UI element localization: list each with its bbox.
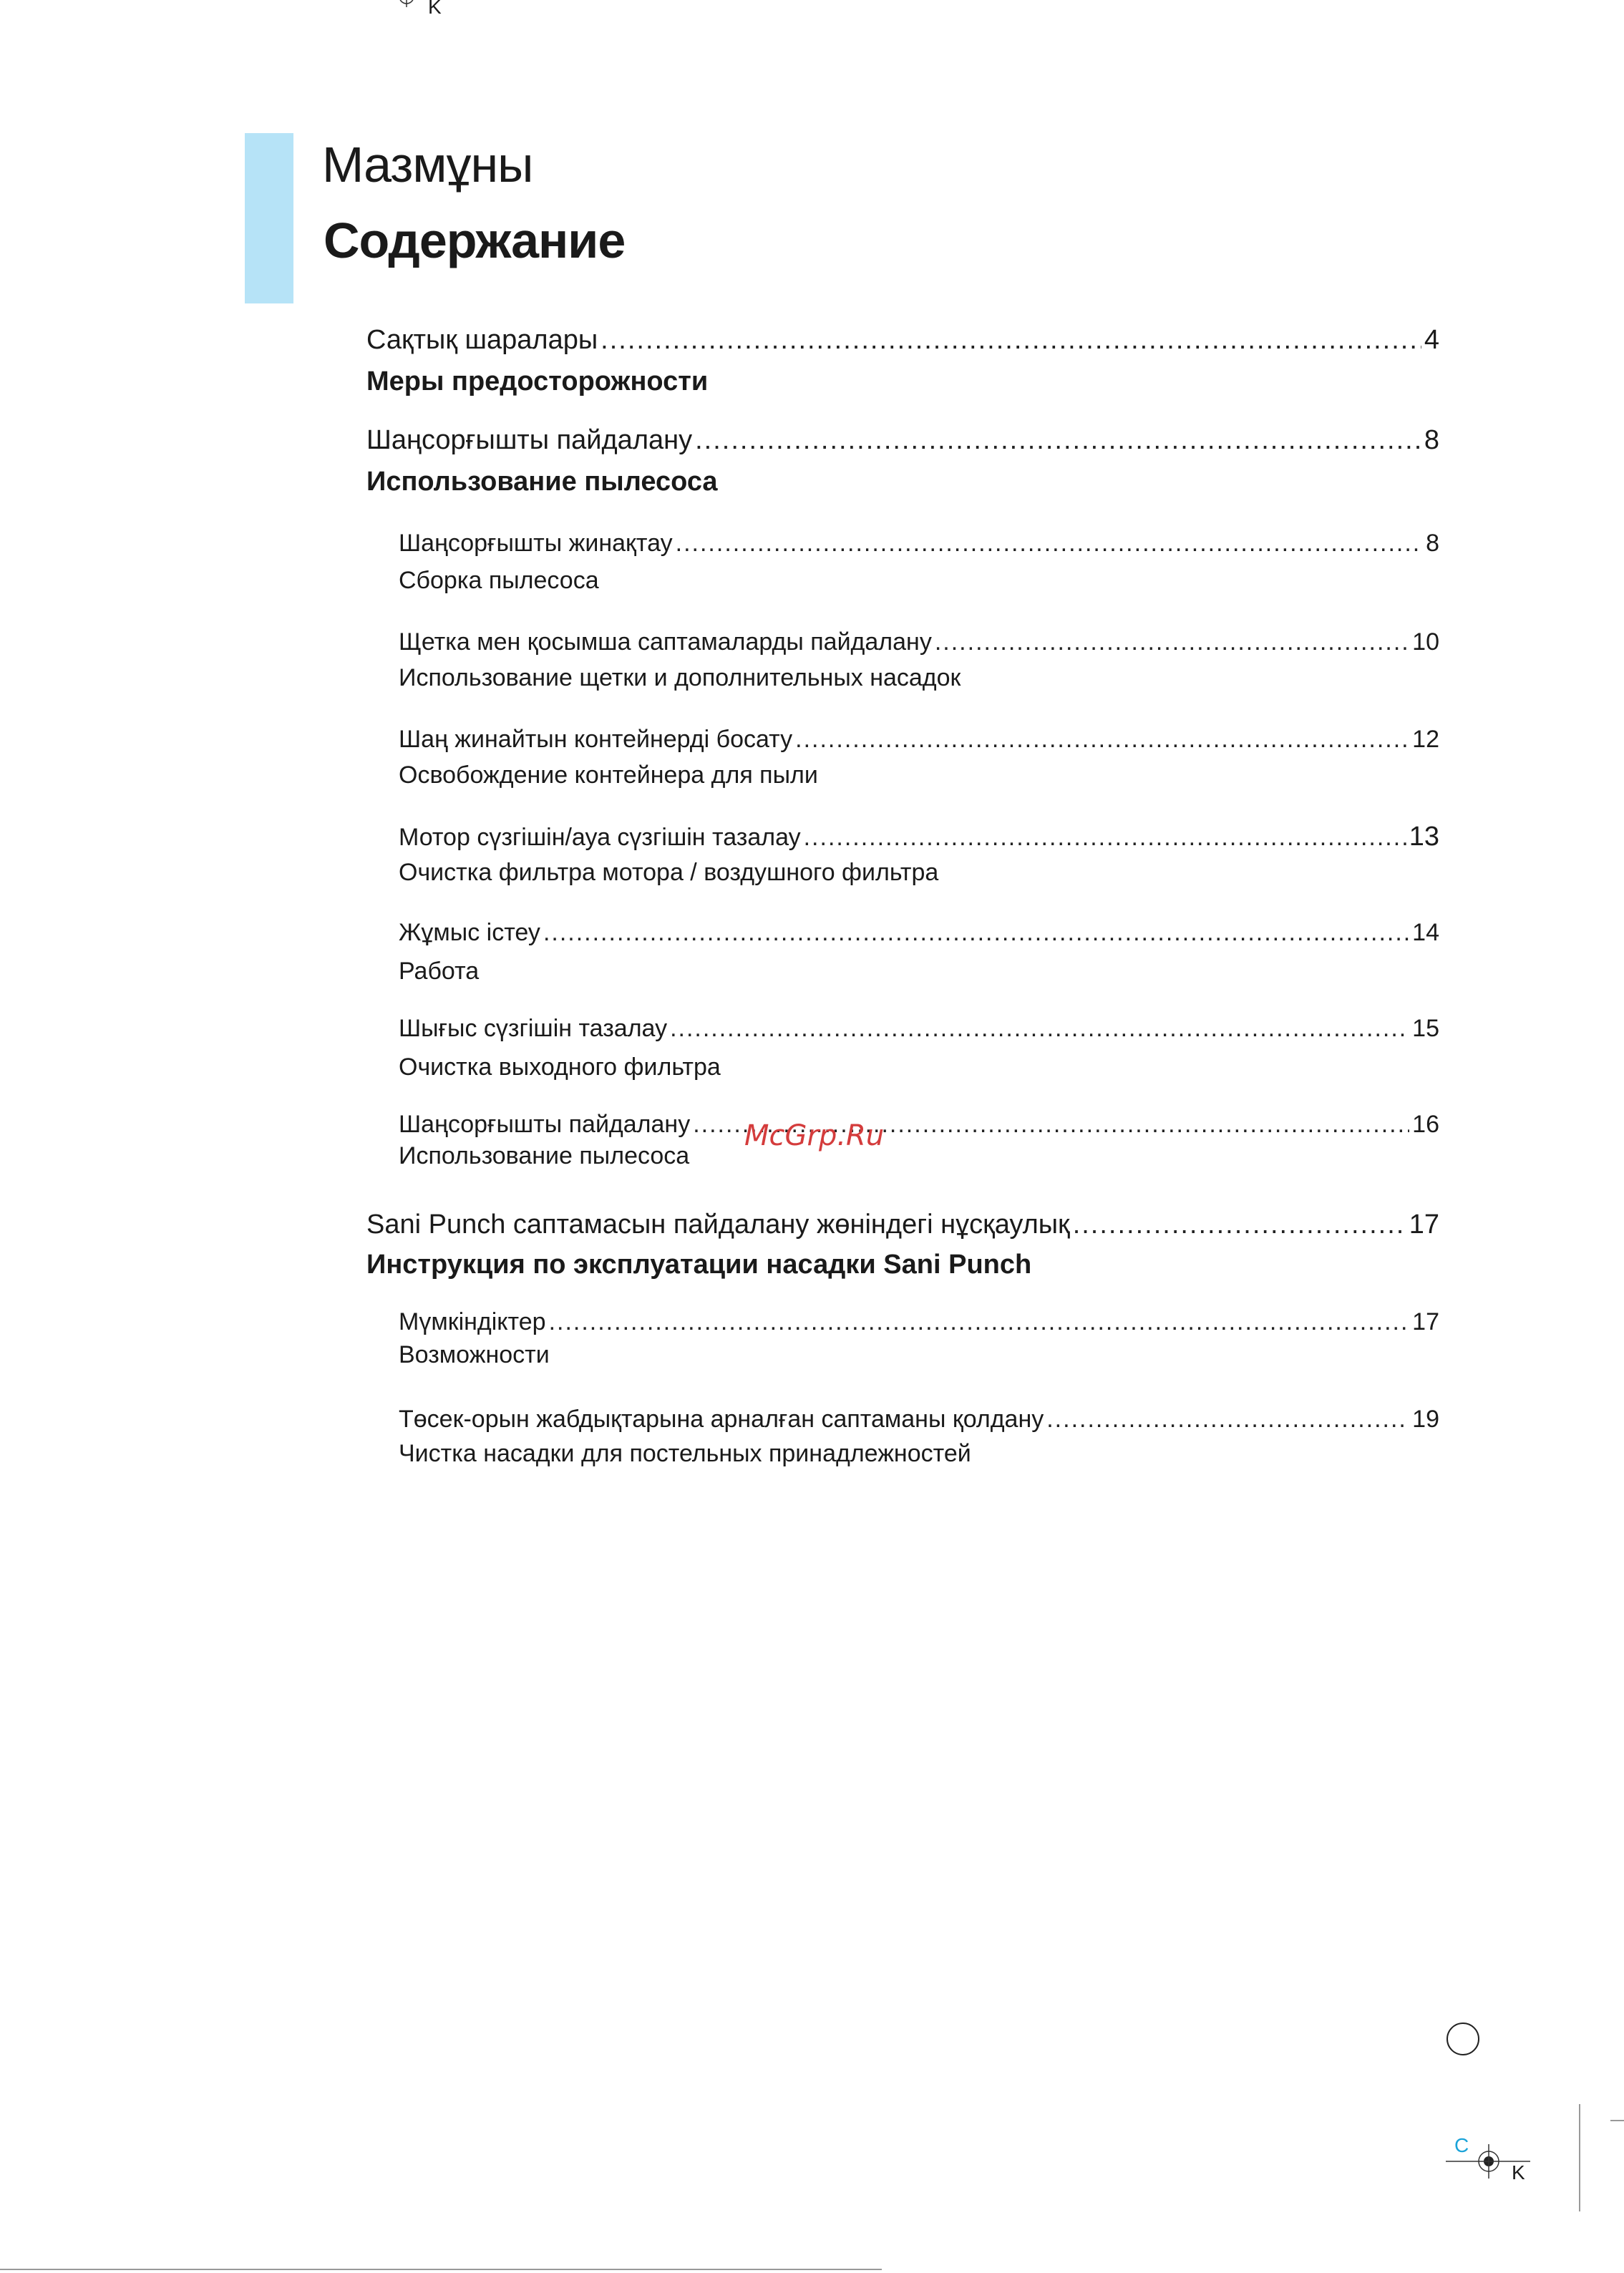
toc-page-number: 4 (1424, 325, 1439, 355)
bottom-c-mark: C (1454, 2134, 1469, 2156)
toc-page-number: 17 (1412, 1308, 1439, 1335)
toc-entry[interactable] (399, 822, 1439, 852)
toc-entry[interactable] (399, 530, 1439, 558)
crop-line-right-tick (1610, 2120, 1624, 2121)
toc-label-ru: Возможности (399, 1341, 550, 1368)
crop-line-bottom (0, 2269, 882, 2270)
toc-label-kz: Сақтық шаралары (366, 325, 598, 355)
toc-entry[interactable] (399, 628, 1439, 656)
dot-leader (695, 425, 1421, 456)
toc-label-kz: Шаңсорғышты жинақтау (399, 530, 673, 557)
page-number-circle (1446, 2023, 1479, 2055)
dot-leader (804, 824, 1406, 852)
toc-label-ru: Сборка пылесоса (399, 567, 599, 594)
toc-entry[interactable] (366, 1209, 1439, 1240)
toc-entry[interactable] (399, 1406, 1439, 1434)
toc-label-kz: Шығыс сүзгішін тазалау (399, 1015, 668, 1042)
toc-entry[interactable] (399, 1111, 1439, 1139)
page-title-kz: Мазмұны (322, 137, 533, 193)
dot-leader (549, 1308, 1410, 1336)
toc-entry[interactable] (399, 1308, 1439, 1336)
toc-label-ru: Использование щетки и дополнительных насадок (399, 664, 961, 691)
dot-leader (1046, 1406, 1409, 1434)
toc-label-ru: Работа (399, 958, 480, 985)
top-k-mark: K (428, 0, 442, 18)
watermark: McGrp.Ru (744, 1119, 885, 1152)
toc-page-number: 16 (1412, 1111, 1439, 1138)
toc-page-number: 14 (1412, 919, 1439, 946)
toc-page-number: 8 (1424, 425, 1439, 455)
toc-label-kz: Мүмкіндіктер (399, 1308, 546, 1335)
toc-label-kz: Шаңсорғышты пайдалану (399, 1111, 691, 1138)
toc-label-ru: Использование пылесоса (399, 1142, 690, 1169)
toc-entry[interactable] (399, 726, 1439, 754)
toc-label-kz: Sani Punch саптамасын пайдалану жөніндегі нұсқаулық (366, 1209, 1070, 1240)
dot-leader (935, 628, 1409, 656)
dot-leader (543, 919, 1409, 947)
toc-page-number: 17 (1409, 1209, 1439, 1240)
toc-label-kz: Шаң жинайтын контейнерді босату (399, 726, 793, 753)
toc-label-ru: Освобождение контейнера для пыли (399, 761, 818, 789)
bottom-k-mark: K (1512, 2161, 1525, 2184)
toc-page-number: 19 (1412, 1406, 1439, 1433)
toc-entry[interactable] (399, 919, 1439, 947)
toc-label-ru: Меры предосторожности (366, 366, 709, 396)
toc-page-number: 12 (1412, 726, 1439, 753)
toc-label-ru: Очистка выходного фильтра (399, 1053, 721, 1081)
page-title-ru: Содержание (324, 213, 626, 268)
dot-leader (1073, 1209, 1406, 1240)
crop-line-right (1579, 2104, 1580, 2211)
dot-leader (670, 1015, 1409, 1043)
top-registration-mark (392, 0, 421, 14)
toc-page-number: 8 (1426, 530, 1439, 557)
toc-entry[interactable] (366, 325, 1439, 356)
dot-leader (601, 325, 1421, 356)
dot-leader (795, 726, 1409, 754)
toc-label-ru: Очистка фильтра мотора / воздушного фильтра (399, 859, 939, 886)
toc-entry[interactable] (366, 425, 1439, 456)
toc-page-number: 15 (1412, 1015, 1439, 1042)
toc-label-ru: Чистка насадки для постельных принадлежностей (399, 1440, 971, 1467)
toc-label-kz: Мотор сүзгішін/ауа сүзгішін тазалау (399, 824, 801, 851)
toc-label-ru: Инструкция по эксплуатации насадки Sani Punch (366, 1250, 1032, 1280)
toc-label-ru: Использование пылесоса (366, 467, 718, 497)
toc-label-kz: Щетка мен қосымша саптамаларды пайдалану (399, 628, 932, 656)
toc-label-kz: Шаңсорғышты пайдалану (366, 425, 693, 455)
toc-entry[interactable] (399, 1015, 1439, 1043)
toc-label-kz: Жұмыс істеу (399, 919, 540, 946)
toc-page-number: 13 (1409, 822, 1439, 852)
accent-bar (245, 133, 293, 303)
toc-label-kz: Төсек-орын жабдықтарына арналған саптаманы қолдану (399, 1406, 1044, 1433)
toc-page-number: 10 (1412, 628, 1439, 656)
dot-leader (676, 530, 1423, 558)
